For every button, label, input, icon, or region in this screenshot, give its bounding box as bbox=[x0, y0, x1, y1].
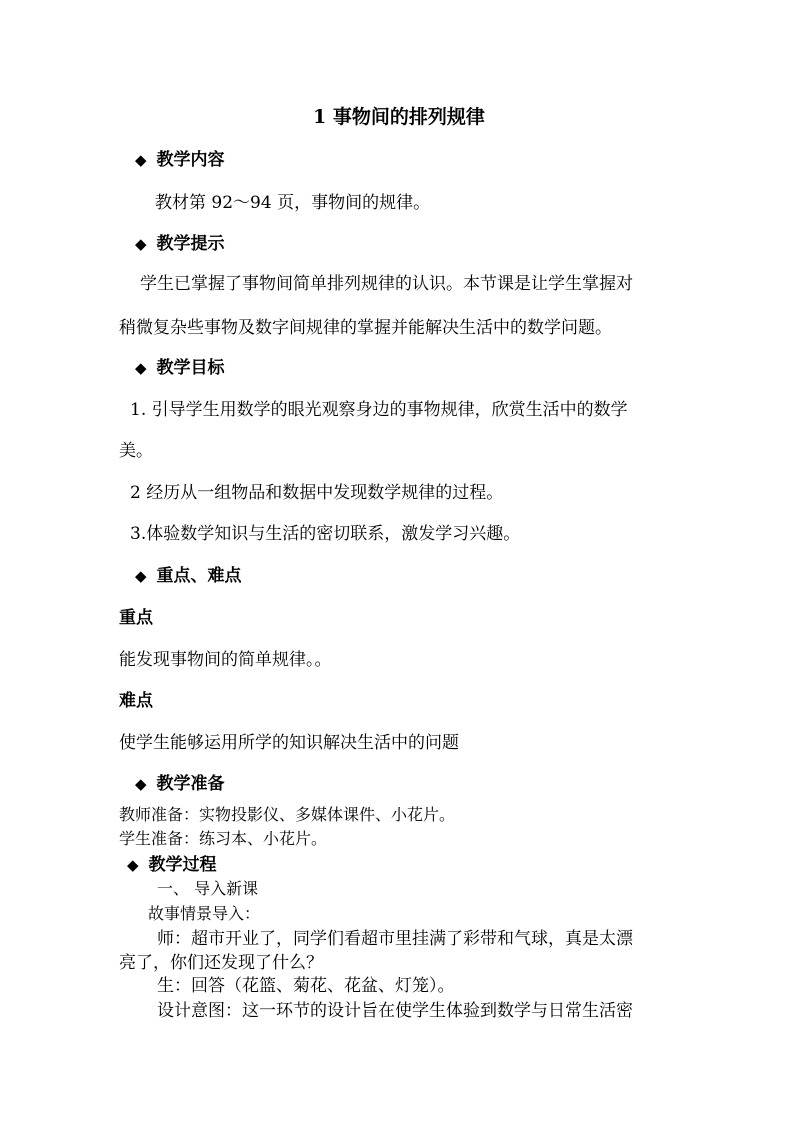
diamond-bullet-icon: ◆ bbox=[127, 856, 139, 874]
diamond-bullet-icon: ◆ bbox=[135, 151, 147, 169]
student-answer: 生：回答（花篮、菊花、花盆、灯笼）。 bbox=[157, 976, 455, 996]
heading-text: 重点、难点 bbox=[156, 566, 242, 586]
section-heading-hint bbox=[135, 233, 225, 255]
heading-text: 教学内容 bbox=[156, 150, 225, 170]
heading-text: 教学目标 bbox=[156, 358, 225, 378]
design-intent: 设计意图：这一环节的设计旨在使学生体验到数学与日常生活密 bbox=[157, 1001, 633, 1021]
key-text: 能发现事物间的简单规律。。 bbox=[119, 650, 332, 670]
goal-item-3: 3.体验数学知识与生活的密切联系，激发学习兴趣。 bbox=[130, 524, 521, 544]
heading-text: 教学过程 bbox=[148, 855, 217, 875]
process-step-1: 一、 导入新课 bbox=[157, 879, 259, 898]
story-intro: 故事情景导入： bbox=[148, 904, 261, 923]
heading-text: 教学准备 bbox=[156, 774, 225, 794]
section-heading-process bbox=[127, 854, 217, 876]
student-prep: 学生准备：练习本、小花片。 bbox=[119, 829, 328, 848]
diamond-bullet-icon: ◆ bbox=[135, 359, 147, 377]
goal-item-2: 2 经历从一组物品和数据中发现数学规律的过程。 bbox=[130, 483, 504, 503]
section-heading-content bbox=[135, 149, 225, 171]
difficulty-label: 难点 bbox=[119, 691, 153, 711]
hint-line-1: 学生已掌握了事物间简单排列规律的认识。本节课是让学生掌握对 bbox=[140, 274, 633, 294]
section-heading-prep bbox=[135, 773, 225, 795]
teacher-line-2: 亮了，你们还发现了什么？ bbox=[119, 953, 323, 973]
goal-item-1-line-2: 美。 bbox=[119, 441, 153, 461]
heading-text: 教学提示 bbox=[156, 234, 225, 254]
section-heading-goals bbox=[135, 357, 225, 379]
hint-line-2: 稍微复杂些事物及数字间规律的掌握并能解决生活中的数学问题。 bbox=[119, 318, 612, 338]
page-title: 1 事物间的排列规律 bbox=[313, 106, 485, 128]
key-label: 重点 bbox=[119, 608, 153, 628]
diamond-bullet-icon: ◆ bbox=[135, 775, 147, 793]
teacher-prep: 教师准备：实物投影仪、多媒体课件、小花片。 bbox=[119, 805, 456, 824]
diamond-bullet-icon: ◆ bbox=[135, 235, 147, 253]
diamond-bullet-icon: ◆ bbox=[135, 567, 147, 585]
content-text: 教材第 92～94 页，事物间的规律。 bbox=[155, 193, 431, 213]
difficulty-text: 使学生能够运用所学的知识解决生活中的问题 bbox=[119, 733, 459, 753]
teacher-line-1: 师：超市开业了，同学们看超市里挂满了彩带和气球，真是太漂 bbox=[157, 929, 633, 949]
goal-item-1-line-1: 1. 引导学生用数学的眼光观察身边的事物规律，欣赏生活中的数学 bbox=[130, 400, 628, 420]
section-heading-key bbox=[135, 565, 242, 587]
